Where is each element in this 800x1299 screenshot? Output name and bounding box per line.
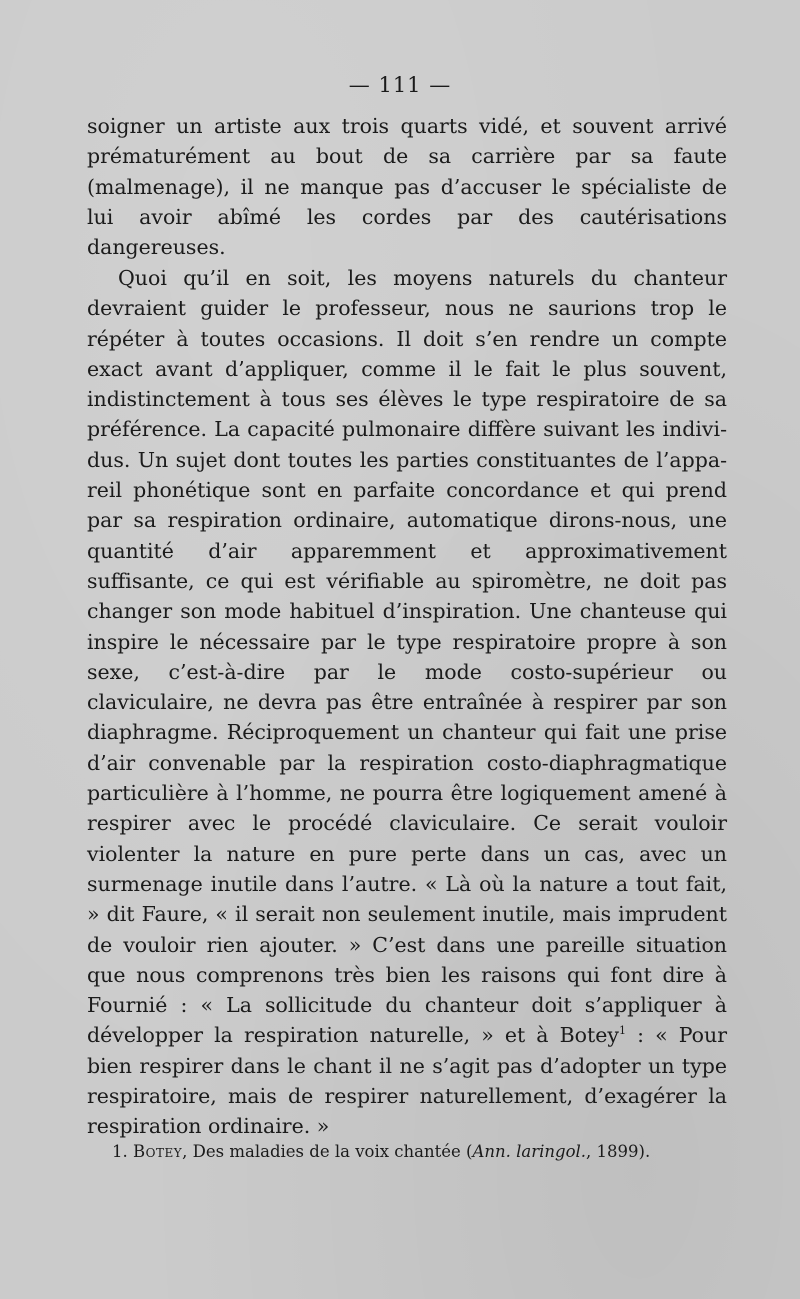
page-number: — 111 — — [348, 73, 452, 97]
paragraph-text — [87, 263, 727, 1142]
paragraph-text: soigner un artiste aux trois quarts vidé, et souvent arrivé prématurément au bout de sa carrière par sa faute (malmenage), il ne manque pas d’accuser le spécialiste de lui avoir abîmé les cordes par des cautérisations dangereuses. — [87, 114, 727, 260]
footnote-journal: Ann. laringol. — [472, 1142, 587, 1161]
footnote-reference: 1 — [618, 1024, 626, 1038]
footnote-author: Botey — [133, 1142, 183, 1161]
paragraph-main — [87, 263, 727, 1142]
paragraph-continuation — [87, 111, 727, 262]
paragraph-text-part: : « Pour bien respirer dans le chant il ne s’agit pas d’adopter un type respiratoire, mais de respirer naturellement, d’exagérer la respiration ordinaire. » — [87, 1023, 728, 1139]
footnote-marker: 1. — [112, 1142, 128, 1161]
footnote-tail: , 1899). — [586, 1142, 651, 1161]
paragraph-text-part: Quoi qu’il en soit, les moyens naturels du chanteur devraient guider le professeur, nous ne saurions trop le répéter à toutes occasions. Il doit s’en rendre un compte exact avant d’appliquer, comme il le fait le plus souvent, indistinctement à tous ses élèves le type respiratoire de sa préférence. La capacité pulmonaire diffère suivant les individus. Un sujet dont toutes les parties constituantes de l’appareil phonétique sont en parfaite concordance et qui prend par sa respiration ordinaire, automatique dirons-nous, une quantité d’air apparemment et approximativement suffisante, ce qui est vérifiable au spiromètre, ne doit pas changer son mode habituel d’inspiration. Une chanteuse qui inspire le nécessaire par le type respiratoire propre à son sexe, c’est-à-dire par le mode costo-supérieur ou claviculaire, ne devra pas être entraînée à respirer par son diaphragme. Réciproquement un chanteur qui fait une prise d’air convenable par la respiration costo-diaphragmatique particulière à l’homme, ne pourra être logiquement amené à respirer avec le procédé claviculaire. Ce serait vouloir violenter la nature en pure perte dans un cas, avec un surmenage inutile dans l’autre. « Là où la nature a tout fait, » dit Faure, « il serait non seulement inutile, mais imprudent de vouloir rien ajouter. » C’est dans une pareille situation que nous comprenons très bien les raisons qui font dire à Fournié : « La sollicitude du chanteur doit s’appliquer à développer la respiration naturelle, » et à Botey — [87, 266, 727, 1048]
footnote-title: , Des maladies de la voix chantée ( — [182, 1142, 473, 1161]
footnote — [112, 1140, 712, 1164]
